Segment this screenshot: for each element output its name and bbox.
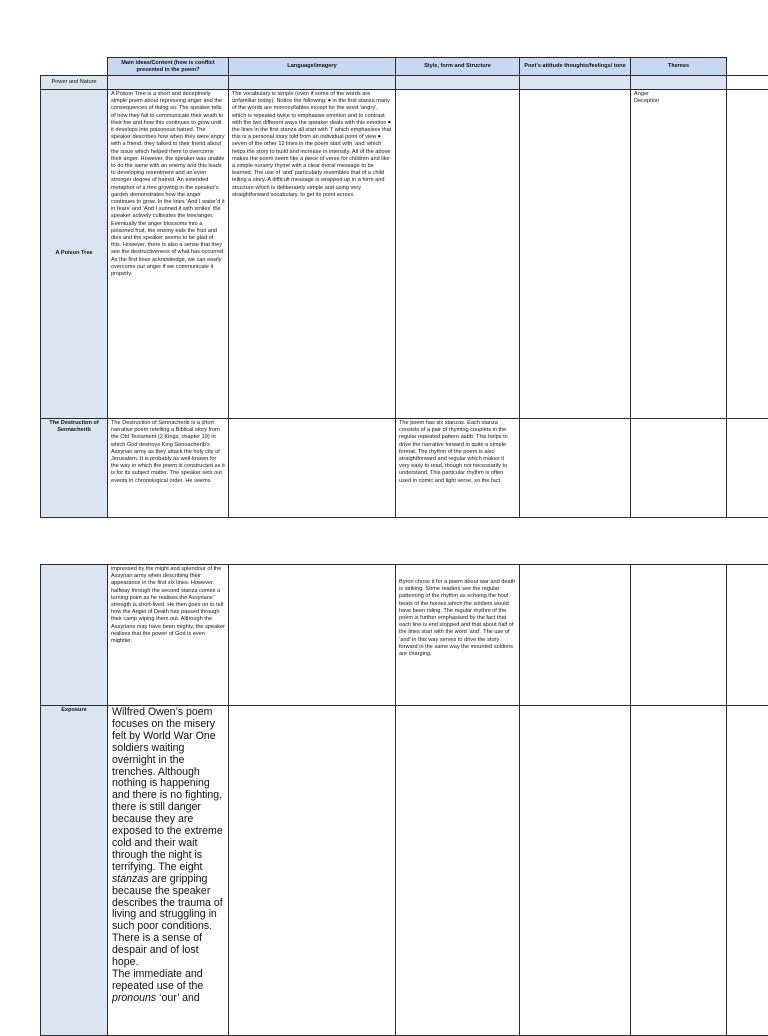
poem-row-sennacherib — [41, 419, 768, 518]
attitude-cell — [520, 565, 631, 706]
poem-title: Exposure — [41, 706, 108, 1036]
language-cell — [229, 706, 396, 1036]
header-attitude: Poet’s attitude thoughts/feelings/ tone — [520, 58, 631, 76]
main-text: The immediate and repeated use of the — [112, 968, 203, 992]
language-cell: The vocabulary is simple (even if some of the words are unfamiliar today). Notice the following: ⦁ in the first stanza many of the words are monosyllables except for the word ‘angry’, which is repeated twice to emphasise emotion and to contrast with the two different ways the speaker deals with this emotion ⦁ the lines in the first stanza all start with ‘I’ which emphasises that this is a personal story told from an individual point of view ⦁ seven of the other 12 lines in the poem start with ‘and’ which helps the story to build and increase in intensity. All of the above makes the poem seem like a piece of verse for children and like a simple nursery rhyme with a clear moral message to be learned. The use of ‘and’ particularly resembles that of a child telling a story. A difficult message is wrapped up in a form and structure which is deliberately simple and using very straightforward vocabulary, to get its point across. — [229, 90, 396, 419]
language-cell — [229, 419, 396, 518]
poem-row-sennacherib-continued — [41, 565, 768, 706]
header-themes: Themes — [631, 58, 727, 76]
main-ideas-cell — [108, 706, 229, 1036]
section-label: Power and Nature — [41, 76, 108, 90]
themes-cell — [631, 90, 727, 419]
main-text-italic: stanzas — [112, 873, 149, 885]
poem-title: A Poison Tree — [41, 90, 108, 419]
style-cell — [396, 706, 520, 1036]
main-ideas-cell: impressed by the might and splendour of the Assyrian army when describing their appearance in the first six lines. However, halfway through the second stanza comes a turning point as he realises the Assyrians’ strength is short-lived. He then goes on to tell how the Angel of Death has passed through their camp wiping them out. Although the Assyrians may have been mighty, the speaker realises that the power of God is even mightier. — [108, 565, 229, 706]
poem-title: The Destruction of Sennacherib — [41, 419, 108, 518]
theme-item: Anger — [634, 91, 723, 98]
main-ideas-cell: The Destruction of Sennacherib is a short narrative poem retelling a Biblical story from the Old Testament (2 Kings, chapter 19) in which God destroys King Sennacherib’s Assyrian army as they attack the holy city of Jerusalem. It is probably as well-known for the way in which the poem is constructed as it is for its subject matter. The speaker sets out events in chronological order. He seems — [108, 419, 229, 518]
header-row — [41, 58, 768, 76]
style-cell: The poem has six stanzas. Each stanza consists of a pair of rhyming couplets in the regular repeated pattern aabb. This helps to drive the narrative forward in quite a simple format. The rhythm of the poem is also straightforward and regular which makes it very easy to read, though not necessarily to understand. This particular rhythm is often used in comic and light verse, so the fact — [396, 419, 520, 518]
style-cell: Byron chose it for a poem about war and death is striking. Some readers see the regular patterning of the rhythm as echoing the hoof beats of the horses which the soldiers would have been riding. The regular rhythm of the poem is further emphasised by the fact that each line is end stopped and that about half of the lines start with the word ‘and’. The use of ‘and’ in this way serves to drive the story forward in the same way the mounted soldiers are charging. — [396, 565, 520, 706]
header-language: Language/imagery — [229, 58, 396, 76]
themes-cell — [631, 419, 727, 518]
main-text: are gripping because the speaker describes the trauma of living and struggling in such poor conditions. There is a sense of despair and of lost hope. — [112, 873, 223, 968]
attitude-cell — [520, 90, 631, 419]
poem-row-poison-tree — [41, 90, 768, 419]
theme-item: Deception — [634, 98, 723, 105]
poetry-table-page-2 — [40, 564, 768, 1036]
main-text: ‘our’ and — [156, 992, 200, 1004]
section-row — [41, 76, 768, 90]
main-ideas-cell: A Poison Tree is a short and deceptively simple poem about repressing anger and the consequences of doing so. The speaker tells of how they fail to communicate their wrath to their foe and how this continues to grow until it develops into poisonous hatred. The speaker describes how when they were angry with a friend, they talked to their friend about the issue which helped them to overcome their anger. However, the speaker was unable to do the same with an enemy and this leads to developing resentment and an even stronger degree of hatred. An extended metaphor of a tree growing in the speaker’s garden demonstrates how the anger continues to grow. In the lines ‘And I water’d it in fears’ and ‘And I sunned it with smiles’ the speaker actively cultivates the tree/anger. Eventually the anger blossoms into a poisoned fruit, the enemy eats the fruit and dies and the speaker seems to be glad of this. However, there is also a sense that they see the destructiveness of what has occurred. As the first lines acknowledge, we can easily overcome our anger if we communicate it properly. — [108, 90, 229, 419]
attitude-cell — [520, 419, 631, 518]
main-text-italic: pronouns — [112, 992, 156, 1004]
header-main-ideas: Main ideas/Content (how is conflict presented in the poem? — [108, 58, 229, 76]
poetry-table-page-1 — [40, 57, 768, 518]
language-cell — [229, 565, 396, 706]
main-text: Wilfred Owen’s poem focuses on the misery felt by World War One soldiers waiting overnight in the trenches. Although nothing is happening and there is no fighting, there is still danger because they are exposed to the extreme cold and their wait through the night is terrifying. The eight — [112, 706, 223, 873]
poem-row-exposure — [41, 706, 768, 1036]
style-cell — [396, 90, 520, 419]
header-style: Style, form and Structure — [396, 58, 520, 76]
themes-cell — [631, 706, 727, 1036]
themes-cell — [631, 565, 727, 706]
attitude-cell — [520, 706, 631, 1036]
